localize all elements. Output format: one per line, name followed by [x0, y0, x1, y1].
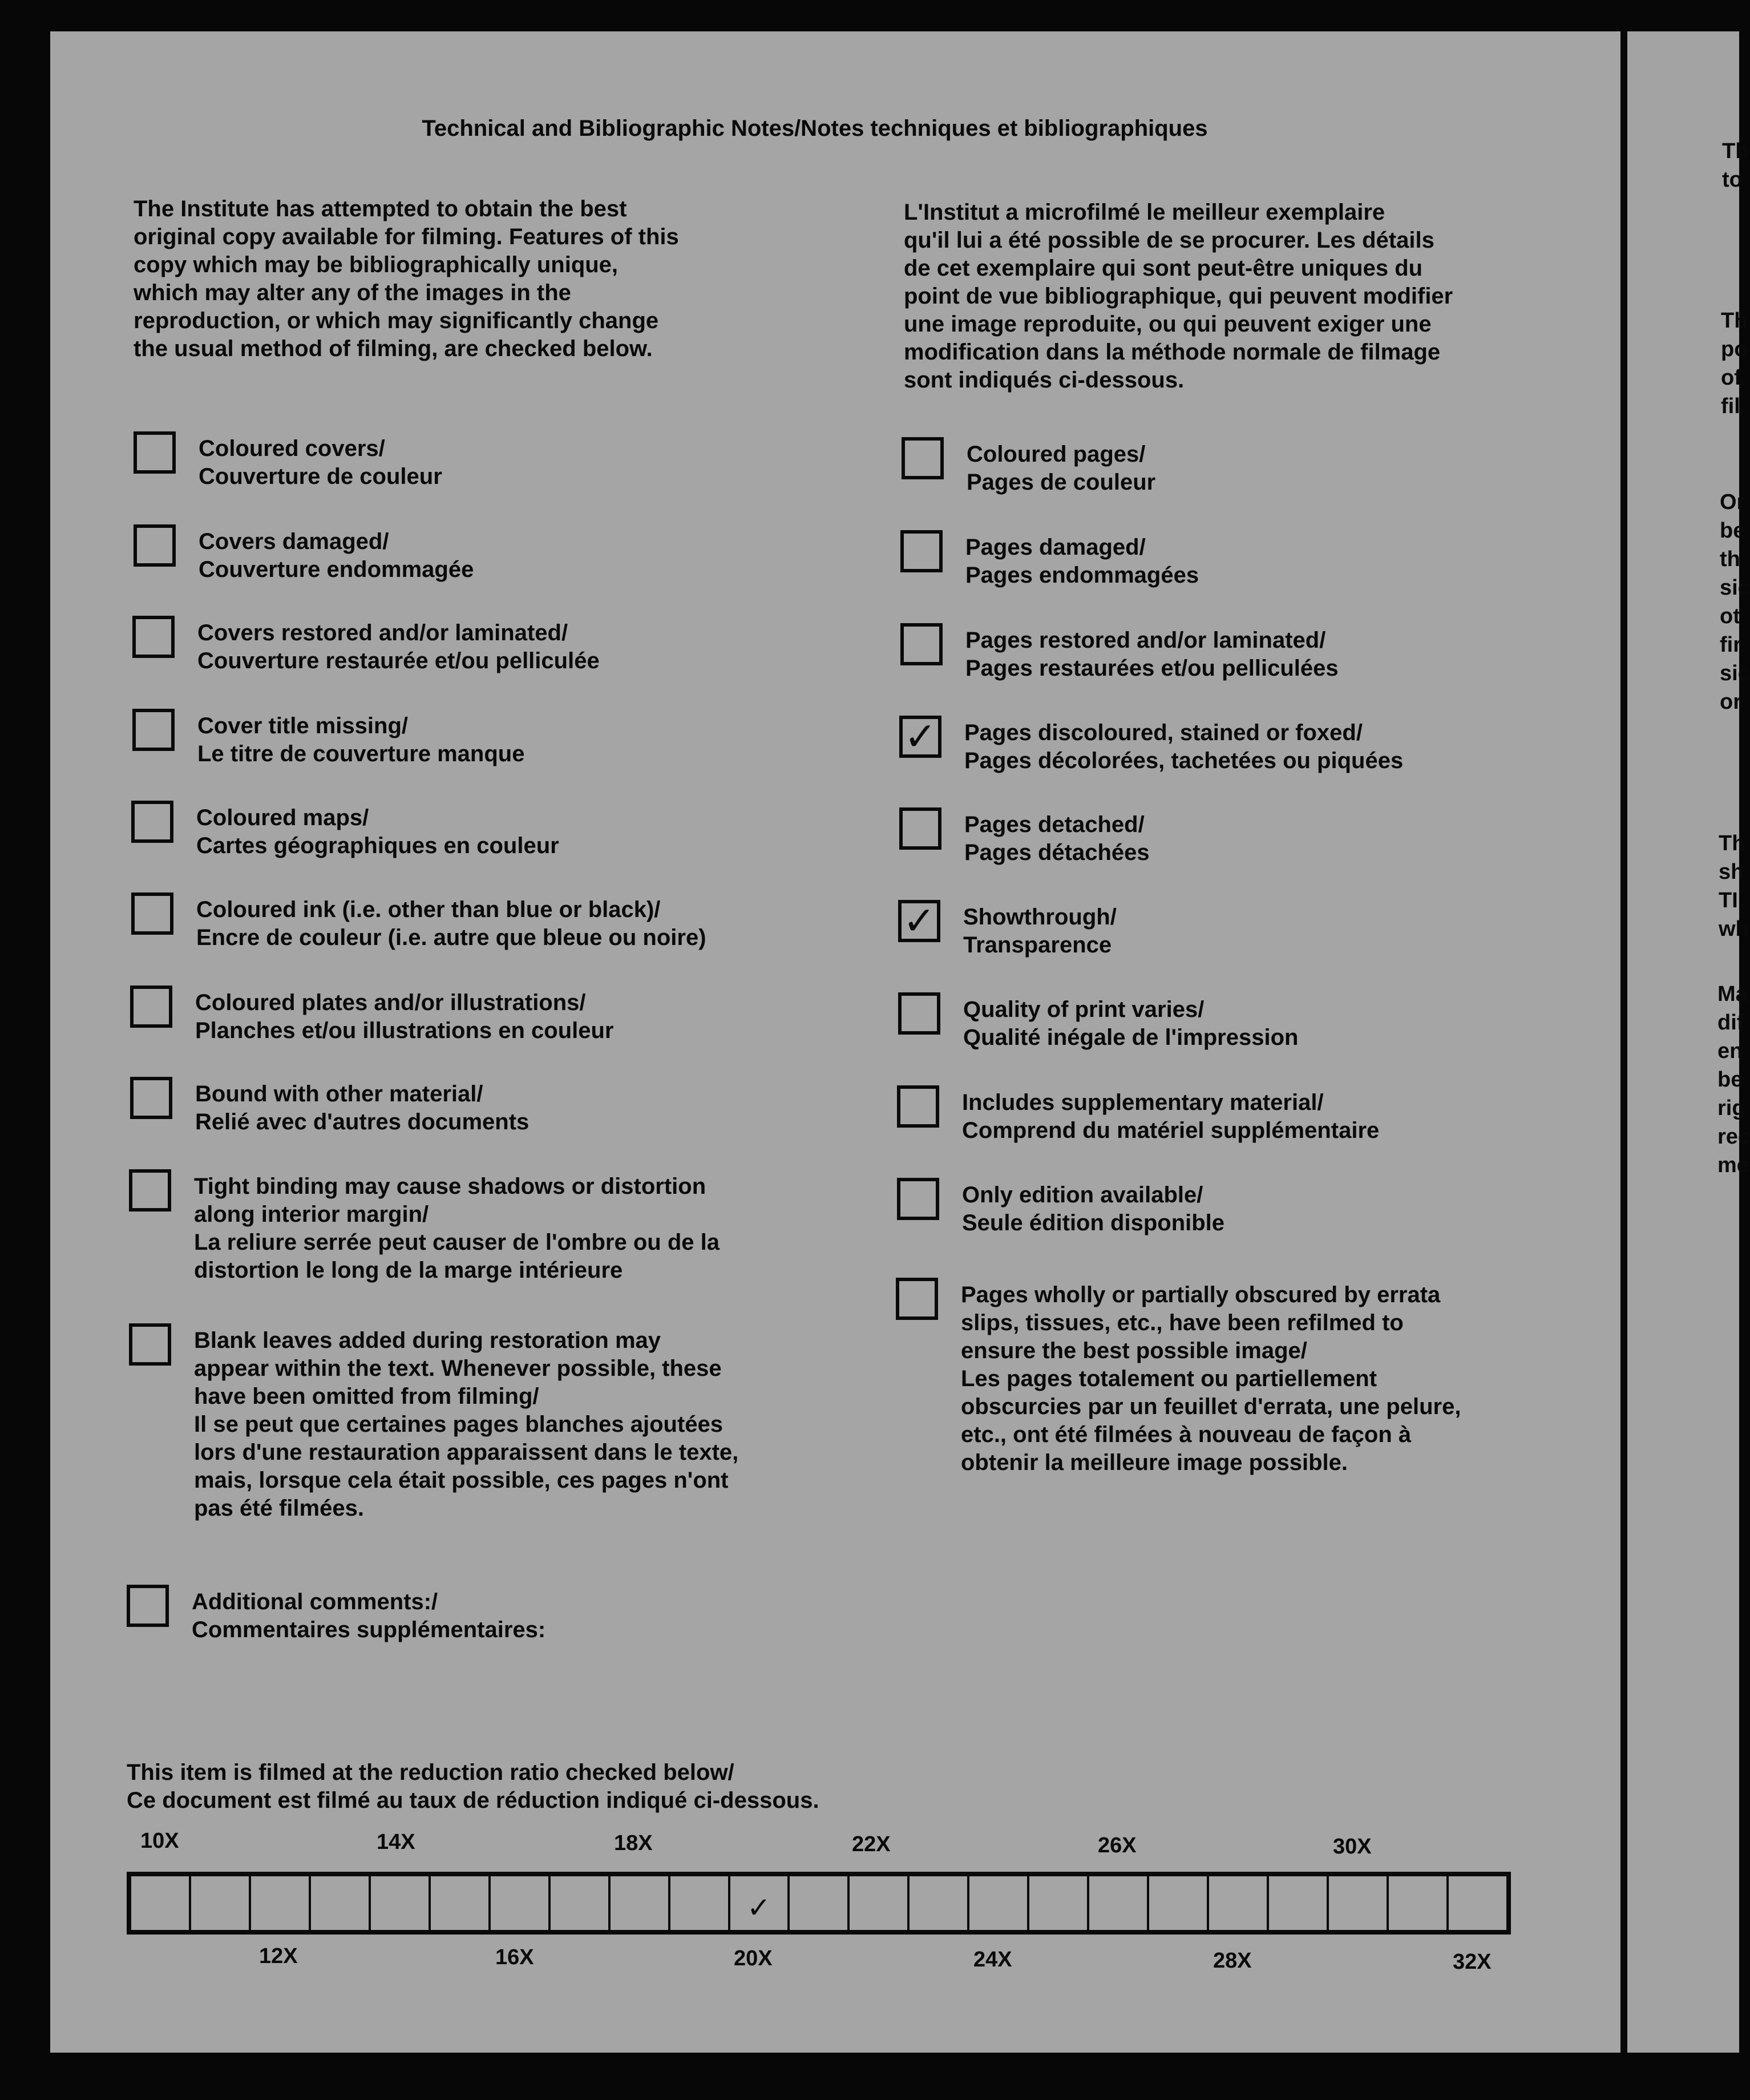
scale-label-bottom: 32X — [1453, 1950, 1492, 1974]
ratio-cell[interactable] — [131, 1876, 189, 1930]
option-label-line: Qualité inégale de l'impression — [963, 1025, 1299, 1050]
reduction-ratio-line-en: This item is filmed at the reduction ratio checked below/ — [127, 1760, 734, 1785]
option-label — [196, 896, 706, 952]
scale-label-top: 26X — [1098, 1834, 1137, 1857]
option-pages-restored — [900, 627, 1339, 682]
strip-line: fir — [1720, 633, 1741, 657]
checkbox[interactable] — [899, 807, 941, 850]
checkbox[interactable] — [131, 801, 173, 843]
checkbox[interactable] — [127, 1585, 169, 1627]
option-label-line: Showthrough/ — [963, 904, 1117, 930]
option-covers-restored — [132, 619, 600, 675]
option-coloured-pages — [902, 441, 1155, 496]
ratio-cell[interactable] — [1207, 1876, 1267, 1930]
scale-label-top: 10X — [140, 1829, 179, 1853]
checkbox[interactable] — [900, 623, 943, 665]
option-label-line: Pages restored and/or laminated/ — [965, 628, 1326, 653]
intro-line: L'Institut a microfilmé le meilleur exemplaire — [904, 200, 1385, 225]
strip-line: sic — [1720, 661, 1750, 685]
option-coloured-plates — [130, 989, 614, 1045]
option-label-line: Le titre de couverture manque — [197, 741, 525, 766]
option-label-line: Pages endommagées — [965, 563, 1199, 588]
option-label-line: Covers restored and/or laminated/ — [197, 620, 568, 645]
ratio-cell[interactable] — [1387, 1876, 1446, 1930]
notes-sheet — [50, 31, 1620, 2053]
strip-block — [1721, 306, 1747, 421]
option-label — [961, 1281, 1461, 1477]
option-supplementary-material — [897, 1089, 1379, 1145]
option-label — [965, 627, 1339, 682]
ratio-cell[interactable] — [249, 1876, 309, 1930]
checkbox[interactable] — [902, 437, 944, 479]
checkbox[interactable] — [131, 892, 173, 935]
scale-label-top: 18X — [614, 1831, 653, 1855]
reduction-ratio-caption — [127, 1759, 819, 1815]
ratio-cell[interactable] — [1267, 1876, 1327, 1930]
option-tight-binding — [129, 1173, 720, 1285]
checkbox[interactable] — [132, 709, 175, 751]
ratio-cell[interactable]: ✓ — [728, 1876, 788, 1930]
strip-line: me — [1717, 1153, 1749, 1177]
option-label — [192, 1588, 545, 1644]
option-label-line: Il se peut que certaines pages blanches ajoutées — [194, 1412, 724, 1437]
option-label-line: Tight binding may cause shadows or distortion — [194, 1174, 706, 1199]
checkbox[interactable] — [130, 986, 172, 1028]
strip-block — [1720, 488, 1750, 716]
option-label — [195, 1080, 529, 1136]
option-label-line: ensure the best possible image/ — [961, 1338, 1307, 1363]
intro-line: sont indiqués ci-dessous. — [904, 368, 1185, 393]
strip-line: Th — [1721, 309, 1748, 333]
option-label-line: Couverture endommagée — [199, 557, 474, 582]
option-label-line: Pages detached/ — [964, 812, 1145, 837]
scale-label-bottom: 24X — [973, 1948, 1012, 1972]
option-label-line: mais, lorsque cela était possible, ces pages n'ont — [194, 1468, 729, 1493]
option-label-line: Covers damaged/ — [199, 529, 389, 554]
checkbox[interactable] — [134, 431, 176, 474]
option-pages-obscured — [896, 1281, 1461, 1477]
option-label — [962, 1089, 1379, 1145]
strip-line: of — [1721, 366, 1741, 390]
option-label-line: appear within the text. Whenever possible, these — [194, 1356, 722, 1381]
scale-label-bottom: 28X — [1213, 1949, 1252, 1973]
option-label-line: Coloured maps/ — [196, 805, 369, 830]
ratio-cell[interactable] — [189, 1876, 249, 1930]
option-label-line: obscurcies par un feuillet d'errata, une pelure, — [961, 1394, 1461, 1419]
intro-line: reproduction, or which may significantly change — [134, 308, 659, 333]
ratio-cell[interactable] — [847, 1876, 907, 1930]
checkbox[interactable]: ✓ — [899, 716, 941, 758]
strip-line: wh — [1719, 917, 1749, 941]
option-label-line: pas été filmées. — [194, 1496, 364, 1521]
ratio-cell[interactable] — [608, 1876, 668, 1930]
ratio-cell[interactable] — [1446, 1876, 1506, 1930]
option-label-line: Blank leaves added during restoration may — [194, 1328, 661, 1353]
option-blank-leaves — [129, 1327, 738, 1522]
option-covers-damaged — [134, 528, 474, 584]
option-label — [963, 903, 1117, 959]
option-label-line: etc., ont été filmées à nouveau de façon à — [961, 1422, 1412, 1447]
scale-label-top: 30X — [1333, 1835, 1372, 1859]
option-pages-damaged — [900, 534, 1199, 589]
option-label-line: Coloured ink (i.e. other than blue or black)/ — [196, 897, 661, 922]
checkbox[interactable] — [897, 1178, 939, 1220]
checkbox[interactable] — [129, 1169, 171, 1211]
strip-line: be — [1717, 1068, 1743, 1092]
checkbox[interactable] — [897, 1085, 939, 1128]
option-label — [197, 619, 600, 675]
intro-line: de cet exemplaire qui sont peut-être uniques du — [904, 256, 1423, 281]
intro-line: which may alter any of the images in the — [134, 280, 571, 305]
checkbox[interactable]: ✓ — [898, 900, 940, 942]
option-label-line: Pages discoloured, stained or foxed/ — [964, 720, 1363, 745]
option-label — [962, 1181, 1224, 1237]
scale-label-top: 22X — [852, 1832, 891, 1856]
option-label-line: La reliure serrée peut causer de l'ombre ou de la — [194, 1230, 720, 1255]
strip-line: rec — [1717, 1125, 1750, 1149]
option-label — [199, 435, 442, 491]
strip-line: TI — [1719, 889, 1738, 912]
strip-line: dif — [1717, 1011, 1744, 1035]
ratio-cell[interactable] — [1147, 1876, 1207, 1930]
option-label — [194, 1173, 720, 1285]
strip-block — [1722, 137, 1748, 194]
strip-block — [1719, 829, 1749, 943]
option-label — [967, 441, 1155, 496]
option-label-line: Coloured pages/ — [967, 442, 1146, 467]
strip-line: en — [1717, 1039, 1743, 1063]
scale-label-bottom: 12X — [259, 1944, 298, 1968]
checkbox[interactable] — [900, 530, 943, 572]
option-label-line: Pages wholly or partially obscured by errata — [961, 1282, 1441, 1307]
intro-line: the usual method of filming, are checked below. — [134, 336, 653, 361]
option-showthrough — [898, 899, 1117, 959]
option-label-line: Quality of print varies/ — [963, 997, 1205, 1022]
option-label-line: slips, tissues, etc., have been refilmed to — [961, 1310, 1404, 1335]
option-label-line: have been omitted from filming/ — [194, 1384, 539, 1409]
intro-line: point de vue bibliographique, qui peuvent modifier — [904, 284, 1453, 309]
reduction-ratio-grid — [127, 1872, 1511, 1935]
ratio-cell[interactable] — [668, 1876, 728, 1930]
option-label — [194, 1327, 738, 1522]
strip-line: Th — [1722, 139, 1749, 163]
option-label-line: lors d'une restauration apparaissent dans le texte, — [194, 1440, 739, 1465]
option-coloured-covers — [134, 435, 442, 491]
adjacent-page-strip — [1627, 31, 1750, 2053]
option-coloured-maps — [131, 804, 559, 860]
checkbox[interactable] — [132, 616, 175, 658]
option-cover-title-missing — [132, 712, 524, 768]
option-label-line: Coloured covers/ — [199, 436, 385, 461]
option-label-line: Coloured plates and/or illustrations/ — [195, 990, 586, 1015]
strip-line: or — [1720, 690, 1741, 714]
option-label-line: Les pages totalement ou partiellement — [961, 1366, 1377, 1391]
option-label-line: Pages détachées — [964, 840, 1150, 865]
strip-line: Ma — [1717, 982, 1748, 1006]
option-label — [963, 996, 1298, 1052]
option-only-edition — [897, 1181, 1224, 1237]
option-pages-discoloured — [899, 715, 1404, 775]
option-label-line: Couverture restaurée et/ou pelliculée — [197, 648, 600, 673]
option-label-line: distortion le long de la marge intérieure — [194, 1258, 623, 1283]
option-label-line: Encre de couleur (i.e. autre que bleue ou noire) — [196, 925, 706, 950]
strip-line: rig — [1717, 1096, 1745, 1120]
ratio-cell[interactable] — [907, 1876, 967, 1930]
option-label — [964, 811, 1150, 867]
strip-line: th — [1720, 547, 1740, 571]
ratio-cell[interactable] — [1087, 1876, 1147, 1930]
option-label-line: Only edition available/ — [962, 1182, 1203, 1208]
scale-label-top: 14X — [377, 1830, 415, 1854]
ratio-cell[interactable] — [429, 1876, 488, 1930]
intro-line: The Institute has attempted to obtain the best — [134, 196, 627, 221]
option-label — [199, 528, 474, 584]
strip-line: po — [1721, 337, 1748, 361]
option-label-line: Cartes géographiques en couleur — [196, 833, 559, 858]
option-label-line: Additional comments:/ — [192, 1589, 438, 1614]
option-label-line: Pages restaurées et/ou pelliculées — [965, 656, 1339, 681]
strip-line: Or — [1720, 490, 1745, 514]
intro-line: modification dans la méthode normale de filmage — [904, 340, 1441, 365]
option-label-line: Comprend du matériel supplémentaire — [962, 1118, 1380, 1143]
intro-line: une image reproduite, ou qui peuvent exiger une — [904, 312, 1432, 337]
option-quality-of-print — [898, 996, 1298, 1052]
checkbox[interactable] — [898, 992, 940, 1035]
option-label-line: Pages de couleur — [967, 470, 1156, 495]
option-label-line: Pages décolorées, tachetées ou piquées — [964, 748, 1404, 773]
intro-line: original copy available for filming. Features of this — [134, 224, 679, 249]
option-coloured-ink — [131, 896, 706, 952]
intro-line: copy which may be bibliographically unique, — [134, 252, 619, 277]
ratio-cell[interactable] — [967, 1876, 1027, 1930]
ratio-cell[interactable] — [309, 1876, 369, 1930]
option-label-line: Cover title missing/ — [197, 713, 408, 738]
option-label-line: Relié avec d'autres documents — [195, 1109, 530, 1134]
ratio-cell[interactable] — [1327, 1876, 1387, 1930]
option-label-line: Pages damaged/ — [965, 535, 1146, 560]
strip-line: ot — [1720, 604, 1740, 628]
option-additional-comments — [127, 1588, 545, 1644]
ratio-cell[interactable] — [548, 1876, 608, 1930]
ratio-cell[interactable] — [488, 1876, 548, 1930]
option-label-line: Bound with other material/ — [195, 1081, 483, 1106]
strip-line: fil — [1721, 394, 1740, 418]
checkbox[interactable] — [896, 1278, 938, 1320]
option-label-line: obtenir la meilleure image possible. — [961, 1450, 1348, 1475]
ratio-cell[interactable] — [787, 1876, 847, 1930]
intro-line: qu'il lui a été possible de se procurer. Les détails — [904, 228, 1434, 253]
option-bound-with-other — [130, 1080, 529, 1136]
option-label-line: along interior margin/ — [194, 1202, 429, 1227]
option-pages-detached — [899, 811, 1150, 867]
scale-label-bottom: 16X — [495, 1945, 534, 1969]
option-label — [196, 804, 559, 860]
strip-line: sh — [1719, 860, 1744, 884]
option-label — [964, 719, 1403, 775]
option-label-line: Couverture de couleur — [199, 464, 442, 489]
ratio-cell[interactable] — [1027, 1876, 1087, 1930]
option-label-line: Seule édition disponible — [962, 1210, 1225, 1235]
checkbox[interactable] — [129, 1323, 171, 1366]
option-label-line: Includes supplementary material/ — [962, 1090, 1324, 1115]
strip-line: sic — [1720, 576, 1750, 600]
strip-line: to — [1722, 168, 1743, 192]
strip-line: Th — [1719, 831, 1745, 855]
intro-french — [904, 199, 1453, 394]
option-label-line: Planches et/ou illustrations en couleur — [195, 1018, 614, 1043]
option-label — [965, 534, 1199, 589]
ratio-cell[interactable] — [369, 1876, 429, 1930]
strip-block — [1717, 980, 1750, 1180]
option-label — [197, 712, 524, 768]
reduction-ratio-line-fr: Ce document est filmé au taux de réduction indiqué ci-dessous. — [127, 1788, 819, 1813]
scale-label-bottom: 20X — [734, 1946, 773, 1970]
intro-english — [134, 195, 679, 363]
checkbox[interactable] — [134, 524, 176, 567]
checkbox[interactable] — [130, 1077, 172, 1119]
strip-line: be — [1720, 519, 1745, 543]
page-title: Technical and Bibliographic Notes/Notes techniques et bibliographiques — [422, 116, 1208, 141]
option-label-line: Commentaires supplémentaires: — [192, 1617, 546, 1642]
option-label-line: Transparence — [963, 932, 1112, 958]
option-label — [195, 989, 614, 1045]
